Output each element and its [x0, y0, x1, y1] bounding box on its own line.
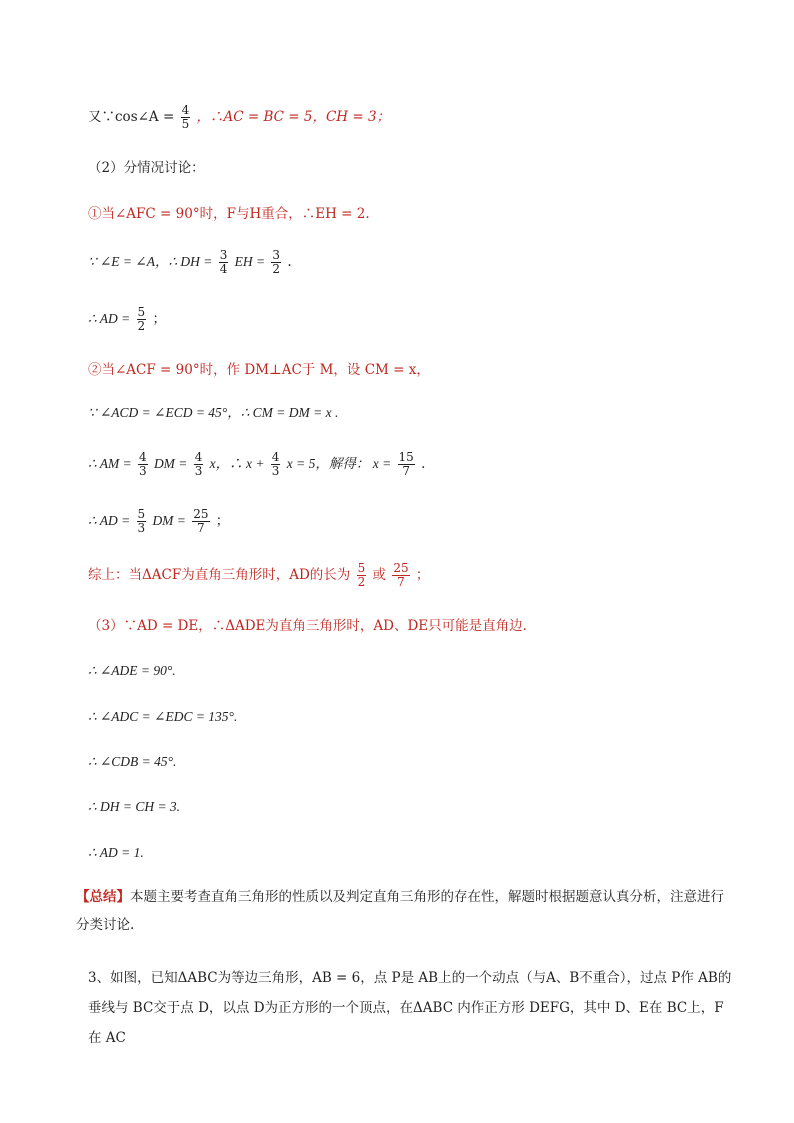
fraction [271, 451, 281, 478]
text: （3）∵AD = DE，∴ΔADE为直角三角形时，AD、DE只可能是直角边. [88, 618, 527, 634]
fraction [398, 451, 415, 478]
summary-paragraph [76, 883, 726, 939]
text: ∵ ∠E = ∠A，∴ DH = [88, 254, 213, 269]
line-15 [88, 797, 734, 817]
numerator: 25 [393, 561, 409, 575]
line-13 [88, 707, 734, 727]
fraction [181, 104, 191, 131]
fraction [194, 451, 204, 478]
fraction [219, 249, 229, 276]
line-8 [88, 451, 734, 478]
denominator: 2 [357, 575, 366, 589]
text: ∴ AM = [88, 456, 132, 471]
numerator: 4 [139, 450, 147, 464]
fraction [192, 508, 209, 535]
summary-text: 本题主要考查直角三角形的性质以及判定直角三角形的存在性，解题时根据题意认真分析，注意进行分类讨论. [76, 889, 724, 933]
denominator: 5 [181, 117, 190, 131]
text: . [421, 456, 426, 472]
text: 或 [372, 567, 387, 583]
text: ，∴AC = BC = 5，CH = 3； [196, 109, 391, 125]
denominator: 7 [197, 521, 205, 535]
line-10 [88, 562, 734, 589]
text: ①当∠AFC = 90°时，F与H重合，∴EH = 2. [88, 206, 370, 222]
denominator: 4 [219, 262, 228, 276]
numerator: 3 [272, 248, 281, 262]
numerator: 4 [181, 103, 190, 117]
line-14 [88, 752, 734, 772]
text: ∴ DH = CH = 3. [88, 799, 181, 814]
numerator: 4 [271, 450, 280, 464]
text: （2）分情况讨论： [88, 160, 205, 176]
line-7 [88, 403, 734, 423]
fraction [137, 306, 147, 333]
text: ∵ ∠ACD = ∠ECD = 45°，∴ CM = DM = x . [88, 405, 339, 420]
line-4 [88, 249, 734, 276]
numerator: 5 [137, 305, 146, 319]
line-2 [88, 158, 734, 178]
text: 又∵cos∠A = [88, 109, 175, 125]
numerator: 25 [193, 507, 209, 521]
fraction [392, 562, 409, 589]
line-16 [88, 843, 734, 863]
numerator: 3 [219, 248, 228, 262]
text: ； [415, 567, 430, 583]
fraction [271, 249, 281, 276]
line-12 [88, 661, 734, 681]
text: ∴ ∠ADE = 90°. [88, 663, 176, 678]
denominator: 2 [137, 319, 146, 333]
text: ； [215, 513, 230, 529]
text: EH = [234, 254, 266, 269]
numerator: 5 [357, 561, 366, 575]
text: ②当∠ACF = 90°时，作 DM⊥AC于 M，设 CM = x， [88, 362, 430, 378]
line-3 [88, 204, 734, 224]
text: . [287, 254, 292, 270]
text: ∴ AD = 1. [88, 845, 144, 860]
numerator: 5 [137, 507, 146, 521]
text: ； [152, 311, 166, 327]
numerator: 15 [398, 450, 414, 464]
text: DM = [152, 513, 186, 528]
question-3 [88, 963, 732, 1053]
line-1 [88, 104, 734, 131]
line-6 [88, 360, 734, 380]
denominator: 2 [272, 262, 281, 276]
fraction [138, 451, 148, 478]
line-5 [88, 306, 734, 333]
text: DM = [153, 456, 188, 471]
line-9 [88, 508, 734, 535]
text: ∴ AD = [88, 311, 131, 326]
denominator: 3 [139, 464, 147, 478]
fraction [357, 562, 367, 589]
denominator: 3 [137, 521, 146, 535]
denominator: 7 [397, 575, 405, 589]
denominator: 7 [402, 464, 410, 478]
denominator: 3 [271, 464, 280, 478]
text: 综上：当ΔACF为直角三角形时，AD的长为 [88, 567, 351, 583]
line-11 [88, 616, 734, 636]
fraction [137, 508, 147, 535]
numerator: 4 [194, 450, 203, 464]
text: ∴ ∠ADC = ∠EDC = 135°. [88, 709, 238, 724]
summary-tag: 【总结】 [76, 889, 130, 905]
text: x，∴ x + [209, 456, 265, 471]
text: x = 5，解得： x = [286, 456, 392, 471]
text: ∴ ∠CDB = 45°. [88, 754, 177, 769]
text: ∴ AD = [88, 513, 131, 528]
denominator: 3 [194, 464, 203, 478]
question-text: 3、如图，已知ΔABC为等边三角形，AB = 6，点 P是 AB上的一个动点（与A、B不重合），过点 P作 AB的垂线与 BC交于点 D，以点 D为正方形的一个顶点，在ΔABC 内作正方形 DEFG，其中 D、E在 BC上，F在 AC [88, 970, 732, 1046]
